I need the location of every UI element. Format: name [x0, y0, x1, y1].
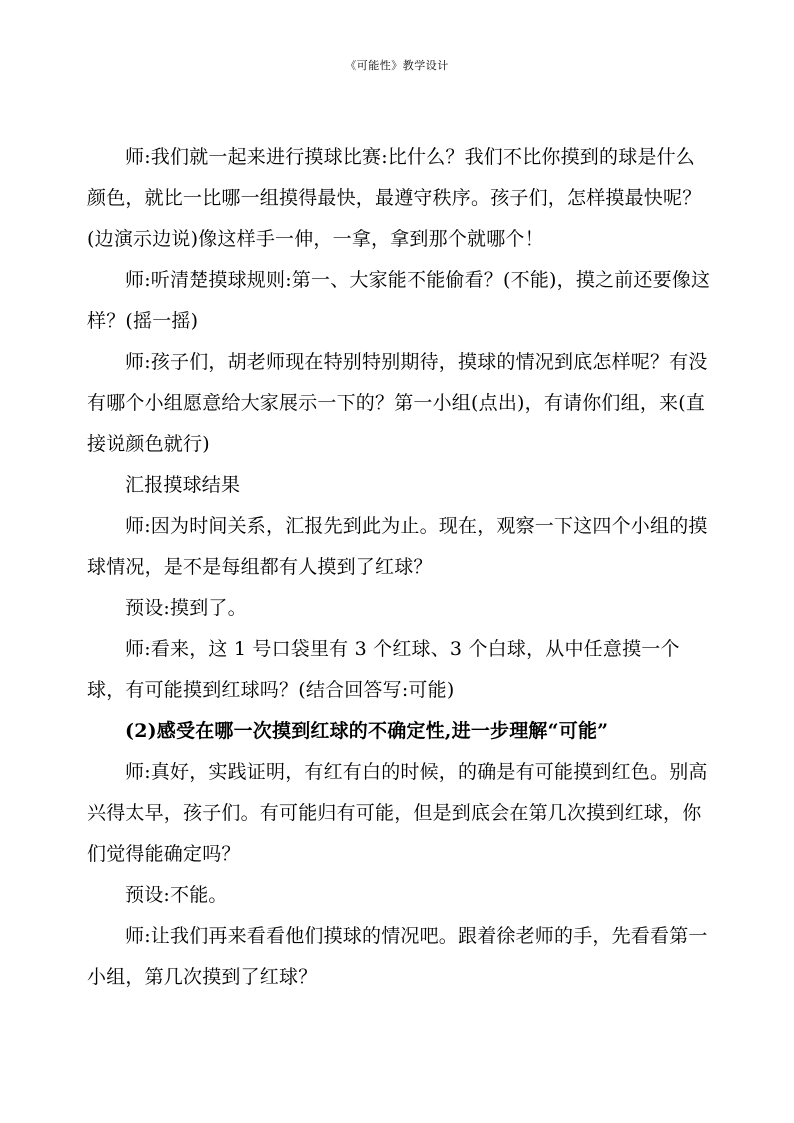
- page-header-title: 《可能性》教学设计: [345, 59, 449, 72]
- paragraph-expected-answer: 预设:不能。: [125, 884, 228, 906]
- paragraph-dialogue: 师:真好，实践证明，有红有白的时候，的确是有可能摸到红色。别高兴得太早，孩子们。有可能归有可能，但是到底会在第几次摸到红球，你们觉得能确定吗？: [87, 761, 708, 865]
- paragraph-expected-answer: 预设:摸到了。: [125, 597, 247, 619]
- paragraph-dialogue: 师:我们就一起来进行摸球比赛:比什么？我们不比你摸到的球是什么颜色，就比一比哪一组摸得最快，最遵守秩序。孩子们，怎样摸最快呢？(边演示边说)像这样手一伸，一拿，拿到那个就哪个！: [87, 146, 702, 250]
- paragraph-dialogue: 师:听清楚摸球规则:第一、大家能不能偷看？(不能)，摸之前还要像这样？(摇一摇): [87, 269, 711, 332]
- document-body: [87, 137, 711, 998]
- paragraph-dialogue: 师:让我们再来看看他们摸球的情况吧。跟着徐老师的手，先看看第一小组，第几次摸到了红球？: [87, 925, 708, 988]
- paragraph-dialogue: 师:看来，这 1 号口袋里有 3 个红球、3 个白球，从中任意摸一个球，有可能摸到红球吗？(结合回答写:可能): [87, 638, 680, 701]
- section-heading: (2)感受在哪一次摸到红球的不确定性,进一步理解“可能”: [125, 720, 609, 742]
- paragraph-dialogue: 师:孩子们，胡老师现在特别特别期待，摸球的情况到底怎样呢？有没有哪个小组愿意给大家展示一下的？第一小组(点出)，有请你们组，来(直接说颜色就行): [87, 351, 708, 455]
- paragraph-dialogue: 师:因为时间关系，汇报先到此为止。现在，观察一下这四个小组的摸球情况，是不是每组都有人摸到了红球？: [87, 515, 708, 578]
- paragraph-section-label: 汇报摸球结果: [125, 474, 241, 496]
